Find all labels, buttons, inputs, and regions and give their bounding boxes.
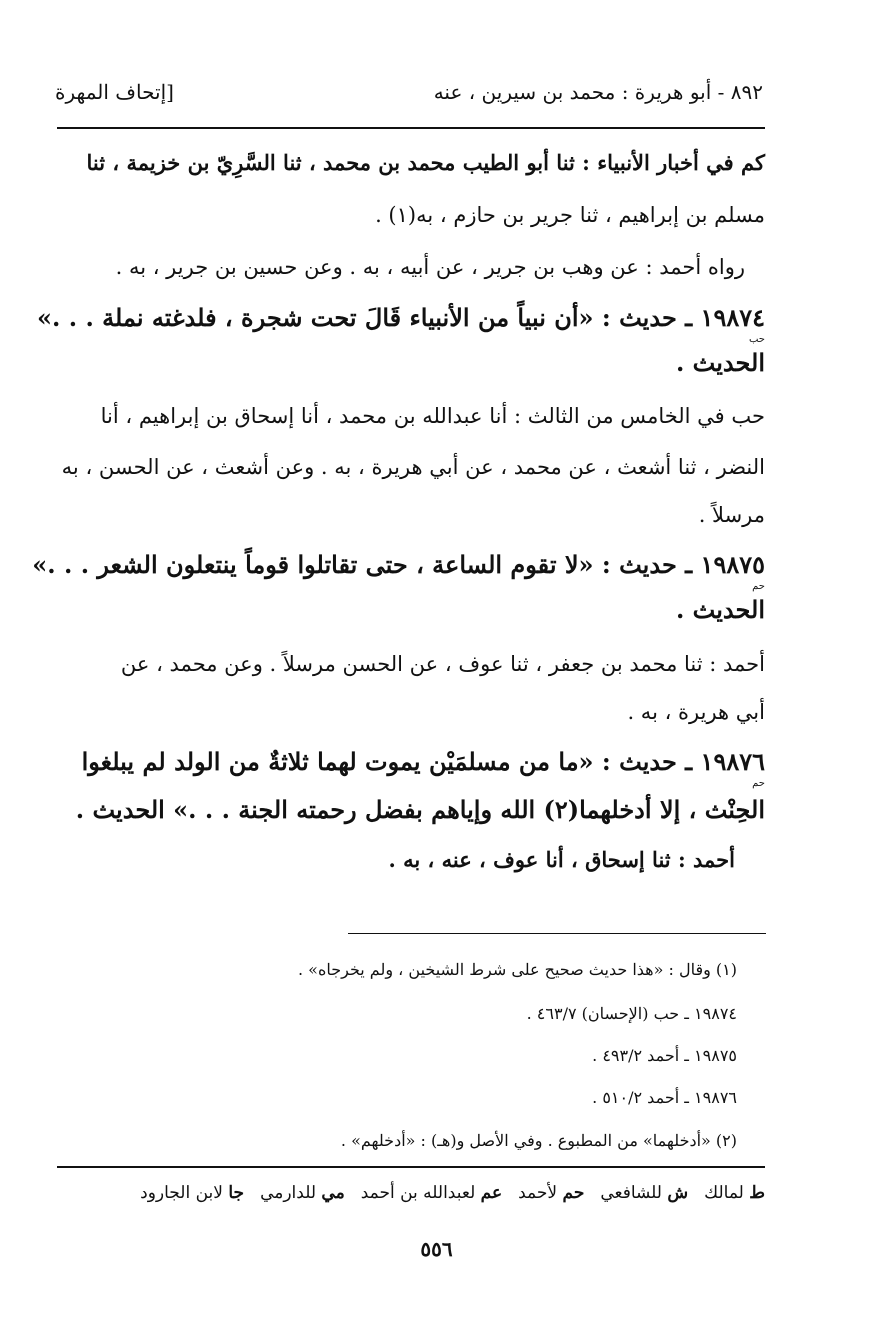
- source-symbol: حب: [748, 334, 765, 345]
- hadith-heading: ١٩٨٧٦ ـ حديث : «ما من مسلمَيْن يموت لهما ثلاثةٌ من الولد لم يبلغوا: [81, 747, 765, 776]
- running-header-title: ٨٩٢ - أبو هريرة : محمد بن سيرين ، عنه: [433, 80, 763, 104]
- text-line: مسلم بن إبراهيم ، ثنا جرير بن حازم ، به(١) .: [375, 203, 765, 227]
- text-line: الحديث .: [675, 348, 765, 377]
- legend-item: عم لعبدالله بن أحمد: [360, 1183, 503, 1203]
- legend-item: مي للدارمي: [260, 1183, 345, 1203]
- text-line: النضر ، ثنا أشعث ، عن محمد ، عن أبي هريرة ، به . وعن أشعث ، عن الحسن ، به: [61, 455, 765, 479]
- text-line: مرسلاً .: [698, 503, 765, 527]
- legend-item: حم لأحمد: [518, 1183, 585, 1203]
- header-rule: [57, 127, 765, 129]
- legend-item: جا لابن الجارود: [140, 1183, 245, 1203]
- footnote: (٢) «أدخلهما» من المطبوع . وفي الأصل و(هـ) : «أدخلهم» .: [340, 1131, 737, 1150]
- text-line: حب في الخامس من الثالث : أنا عبدالله بن محمد ، أنا إسحاق بن إبراهيم ، أنا: [100, 404, 765, 428]
- text-line: الحِنْث ، إلا أدخلهما(٢) الله وإياهم بفضل رحمته الجنة . . .» الحديث .: [75, 795, 765, 824]
- page-number: ٥٥٦: [420, 1237, 453, 1261]
- footnote: ١٩٨٧٥ ـ أحمد ٤٩٣/٢ .: [592, 1046, 737, 1065]
- text-line: كم في أخبار الأنبياء : ثنا أبو الطيب محمد بن محمد ، ثنا السَّرِيّ بن خزيمة ، ثنا: [86, 150, 765, 175]
- hadith-heading: ١٩٨٧٤ ـ حديث : «أن نبياً من الأنبياء قَالَ تحت شجرة ، فلدغته نملة . . .»: [37, 303, 765, 332]
- footnote: (١) وقال : «هذا حديث صحيح على شرط الشيخين ، ولم يخرجاه» .: [298, 960, 737, 979]
- legend-item: ط لمالك: [704, 1183, 765, 1203]
- symbol-legend: [140, 1183, 765, 1203]
- running-header-book: [إتحاف المهرة: [55, 80, 174, 104]
- text-line: رواه أحمد : عن وهب بن جرير ، عن أبيه ، به . وعن حسين بن جرير ، به .: [115, 255, 745, 279]
- legend-item: ش للشافعي: [600, 1183, 689, 1203]
- source-symbol: حم: [752, 778, 765, 789]
- source-symbol: حم: [752, 581, 765, 592]
- hadith-heading: ١٩٨٧٥ ـ حديث : «لا تقوم الساعة ، حتى تقاتلوا قوماً ينتعلون الشعر . . .»: [32, 550, 765, 579]
- text-line: أبي هريرة ، به .: [627, 700, 765, 724]
- text-line: الحديث .: [675, 595, 765, 624]
- footnote: ١٩٨٧٦ ـ أحمد ٥١٠/٢ .: [592, 1088, 737, 1107]
- legend-rule: [57, 1166, 765, 1168]
- footnote: ١٩٨٧٤ ـ حب (الإحسان) ٤٦٣/٧ .: [526, 1004, 737, 1023]
- text-line: أحمد : ثنا إسحاق ، أنا عوف ، عنه ، به .: [388, 847, 735, 872]
- text-line: أحمد : ثنا محمد بن جعفر ، ثنا عوف ، عن الحسن مرسلاً . وعن محمد ، عن: [120, 652, 765, 676]
- footnote-rule: [348, 933, 766, 934]
